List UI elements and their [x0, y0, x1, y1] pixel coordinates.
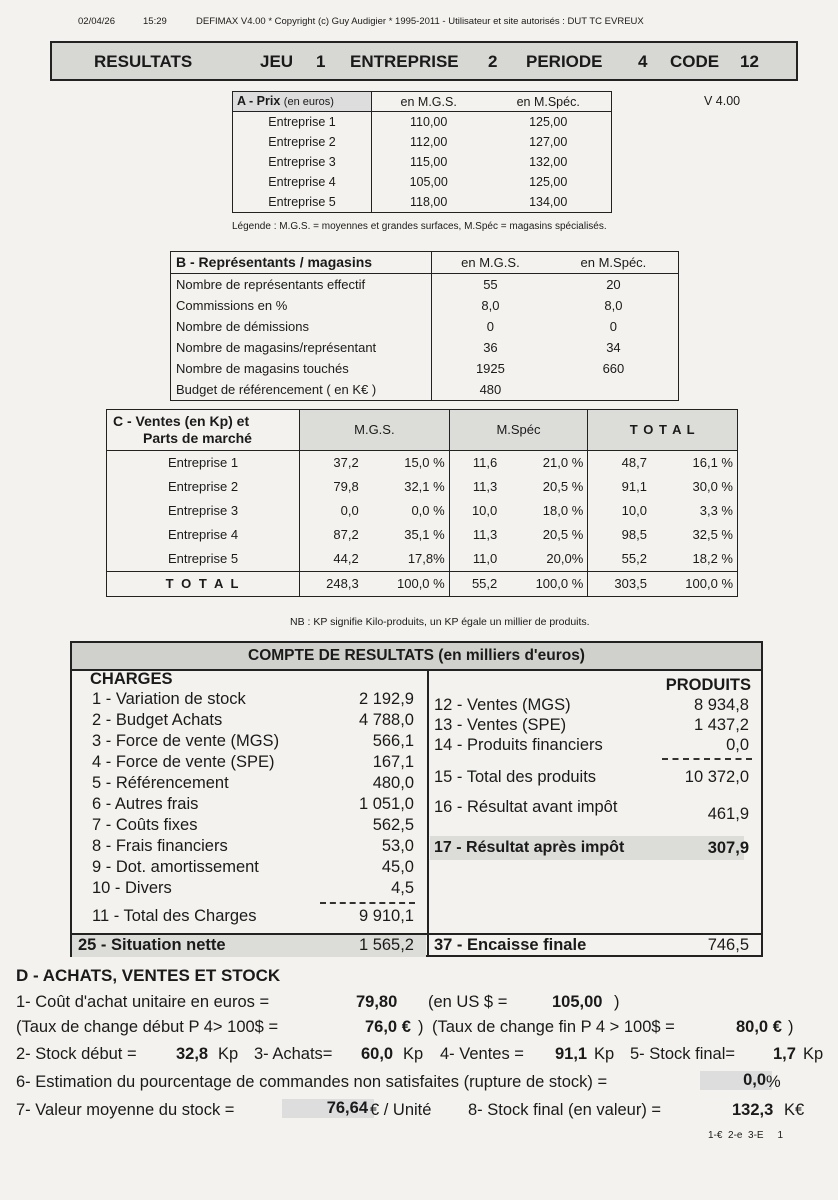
result-before-tax-value: 461,9 [707, 805, 749, 823]
sales-value: 91,1 [555, 1045, 588, 1063]
fx-end-close: ) [788, 1018, 794, 1036]
charge-value: 562,5 [372, 816, 414, 834]
charge-label: 1 - Variation de stock [92, 690, 246, 708]
charge-label: 6 - Autres frais [92, 795, 199, 813]
income-statement-title: COMPTE DE RESULTATS (en milliers d'euros) [72, 643, 761, 671]
table-row: Entreprise 3 0,0 0,0 % 10,0 18,0 % 10,0 3,3 % [107, 499, 738, 523]
sales-col-spe: M.Spéc [449, 410, 588, 451]
produits-title: PRODUITS [665, 676, 751, 694]
print-date: 02/04/26 [78, 16, 115, 27]
charge-value: 53,0 [381, 837, 414, 855]
table-row: Entreprise 1 37,2 15,0 % 11,6 21,0 % 48,7 16,1 % [107, 451, 738, 476]
final-cash-label: 37 - Encaisse finale [434, 936, 587, 954]
unit-cost-value: 79,80 [356, 993, 398, 1011]
charges-sum-line [320, 902, 415, 904]
sales-table-title: C - Ventes (en Kp) et Parts de marché [107, 410, 300, 451]
produit-total-label: 15 - Total des produits [434, 768, 597, 786]
price-legend: Légende : M.G.S. = moyennes et grandes surfaces, M.Spéc = magasins spécialisés. [232, 221, 607, 232]
charge-label: 8 - Frais financiers [92, 837, 228, 855]
table-row: Entreprise 3 115,00 132,00 [233, 152, 612, 172]
produit-label: 14 - Produits financiers [434, 736, 603, 754]
avg-stock-value: 76,64 [282, 1099, 374, 1118]
unit-cost-usd-value: 105,00 [552, 993, 603, 1011]
charge-value: 167,1 [372, 753, 414, 771]
purchases-value: 60,0 [361, 1045, 394, 1063]
charge-value: 566,1 [372, 732, 414, 750]
table-row: Entreprise 2 112,00 127,00 [233, 132, 612, 152]
produit-value: 8 934,8 [693, 696, 749, 714]
print-time: 15:29 [143, 16, 167, 27]
fx-start-value: 76,0 € [365, 1018, 411, 1036]
title-code: CODE [670, 52, 720, 71]
avg-stock-value-unit: € / Unité [370, 1101, 432, 1119]
title-periode: PERIODE [526, 52, 603, 71]
total-row: T O T A L 248,3 100,0 % 55,2 100,0 % 303,5 100,0 % [107, 572, 738, 597]
charge-label: 9 - Dot. amortissement [92, 858, 259, 876]
net-situation-value: 1 565,2 [358, 936, 414, 954]
fx-start-close: ) [418, 1018, 424, 1036]
column-divider [427, 669, 429, 957]
title-resultats: RESULTATS [94, 52, 193, 71]
result-after-tax-value: 307,9 [707, 839, 749, 857]
table-row: Entreprise 5 118,00 134,00 [233, 192, 612, 213]
charge-label: 2 - Budget Achats [92, 711, 223, 729]
title-bar [50, 41, 798, 81]
rep-col-spe: en M.Spéc. [549, 252, 679, 274]
fx-end-value: 80,0 € [736, 1018, 782, 1036]
table-row: Nombre de représentants effectif 55 20 [171, 274, 679, 296]
charge-label: 4 - Force de vente (SPE) [92, 753, 275, 771]
stockout-label: 6- Estimation du pourcentage de commandes non satisfaites (rupture de stock) = [16, 1073, 608, 1091]
produit-value: 0,0 [726, 736, 749, 754]
fx-end-label: (Taux de change fin P 4 > 100$ = [432, 1018, 675, 1036]
kp-note: NB : KP signifie Kilo-produits, un KP égale un millier de produits. [290, 616, 590, 628]
page-footer: 1-€ 2-e 3-E 1 [708, 1130, 784, 1141]
net-situation-label: 25 - Situation nette [78, 936, 226, 954]
produit-value: 1 437,2 [693, 716, 749, 734]
produit-label: 13 - Ventes (SPE) [434, 716, 567, 734]
final-stock-label: 5- Stock final= [630, 1045, 736, 1063]
stockout-unit: % [766, 1073, 781, 1091]
final-cash-value: 746,5 [707, 936, 749, 954]
table-row: Nombre de magasins/représentant 36 34 [171, 337, 679, 358]
version-label: V 4.00 [704, 94, 741, 108]
charge-label: 3 - Force de vente (MGS) [92, 732, 280, 750]
unit-cost-close: ) [614, 993, 620, 1011]
charge-label: 10 - Divers [92, 879, 172, 897]
result-before-tax-label: 16 - Résultat avant impôt [434, 798, 618, 816]
charge-total-value: 9 910,1 [358, 907, 414, 925]
price-table-title: A - Prix (en euros) [233, 92, 372, 112]
representatives-title: B - Représentants / magasins [171, 252, 432, 274]
charge-label: 5 - Référencement [92, 774, 229, 792]
rep-col-mgs: en M.G.S. [432, 252, 549, 274]
charge-value: 2 192,9 [358, 690, 414, 708]
avg-stock-value-label: 7- Valeur moyenne du stock = [16, 1101, 235, 1119]
produit-total-value: 10 372,0 [684, 768, 749, 786]
table-row: Entreprise 5 44,2 17,8% 11,0 20,0% 55,2 18,2 % [107, 547, 738, 572]
final-stock-unit: Kp [803, 1045, 824, 1063]
unit-cost-label: 1- Coût d'achat unitaire en euros = [16, 993, 270, 1011]
table-row: Budget de référencement ( en K€ ) 480 [171, 379, 679, 401]
stock-start-value: 32,8 [176, 1045, 209, 1063]
price-col-mgs: en M.G.S. [372, 92, 486, 112]
stock-start-unit: Kp [218, 1045, 239, 1063]
final-stock-value-label: 8- Stock final (en valeur) = [468, 1101, 662, 1119]
purchases-unit: Kp [403, 1045, 424, 1063]
charges-title: CHARGES [90, 670, 173, 688]
sales-label: 4- Ventes = [440, 1045, 524, 1063]
result-after-tax-label: 17 - Résultat après impôt [430, 836, 744, 860]
table-row: Entreprise 2 79,8 32,1 % 11,3 20,5 % 91,1 30,0 % [107, 475, 738, 499]
produit-label: 12 - Ventes (MGS) [434, 696, 571, 714]
stockout-value: 0,0 [700, 1071, 772, 1090]
title-entreprise: ENTREPRISE [350, 52, 459, 71]
final-stock-value: 1,7 [773, 1045, 796, 1063]
table-row: Nombre de magasins touchés 1925 660 [171, 358, 679, 379]
final-stock-value-amount: 132,3 [732, 1101, 774, 1119]
charge-label: 7 - Coûts fixes [92, 816, 198, 834]
charge-total-label: 11 - Total des Charges [92, 907, 257, 925]
sales-table [106, 409, 738, 597]
representatives-table [170, 251, 679, 401]
table-row: Entreprise 4 87,2 35,1 % 11,3 20,5 % 98,5 32,5 % [107, 523, 738, 547]
sales-unit: Kp [594, 1045, 615, 1063]
sales-col-total: T O T A L [588, 410, 738, 451]
table-row: Entreprise 1 110,00 125,00 [233, 112, 612, 133]
table-row: Entreprise 4 105,00 125,00 [233, 172, 612, 192]
income-statement [70, 641, 763, 957]
price-col-spe: en M.Spéc. [485, 92, 611, 112]
produits-sum-line [662, 758, 752, 760]
stock-start-label: 2- Stock début = [16, 1045, 137, 1063]
charge-value: 4,5 [391, 879, 414, 897]
table-row: Nombre de démissions 0 0 [171, 316, 679, 337]
title-entreprise-num: 2 [488, 52, 498, 71]
title-periode-num: 4 [638, 52, 648, 71]
title-jeu: JEU [260, 52, 294, 71]
price-table [232, 91, 612, 213]
copyright-line: DEFIMAX V4.00 * Copyright (c) Guy Audigier * 1995-2011 - Utilisateur et site autorisés : DUT TC EVREUX [196, 16, 644, 27]
title-jeu-num: 1 [316, 52, 326, 71]
table-row: Commissions en % 8,0 8,0 [171, 295, 679, 316]
charge-value: 480,0 [372, 774, 414, 792]
charge-value: 1 051,0 [358, 795, 414, 813]
final-stock-value-unit: K€ [784, 1101, 805, 1119]
fx-start-label: (Taux de change début P 4> 100$ = [16, 1018, 279, 1036]
charge-value: 45,0 [381, 858, 414, 876]
purchases-label: 3- Achats= [254, 1045, 333, 1063]
title-code-num: 12 [740, 52, 759, 71]
sales-col-mgs: M.G.S. [300, 410, 450, 451]
section-d-title: D - ACHATS, VENTES ET STOCK [16, 966, 281, 985]
unit-cost-usd-label: (en US $ = [428, 993, 508, 1011]
charge-value: 4 788,0 [358, 711, 414, 729]
